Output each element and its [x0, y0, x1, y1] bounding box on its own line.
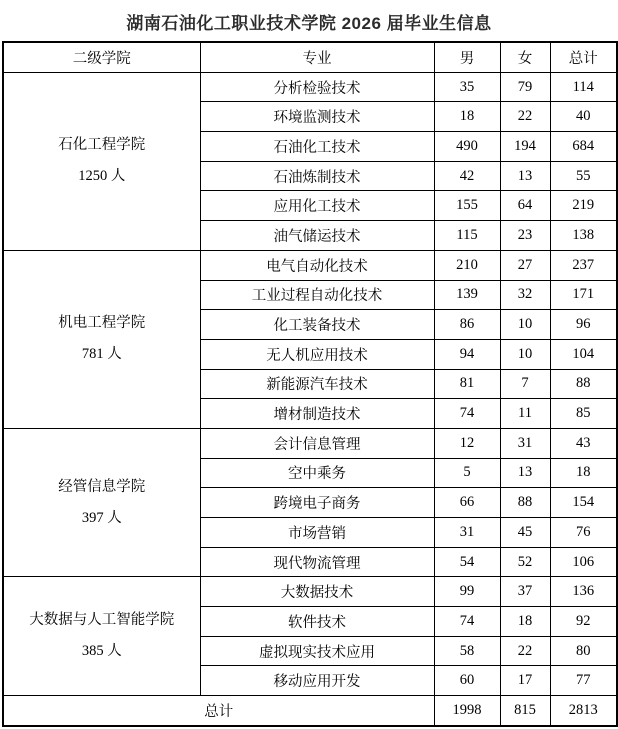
male-cell: 99	[434, 577, 500, 607]
grand-total-total: 2813	[550, 696, 617, 726]
male-cell: 155	[434, 191, 500, 221]
female-cell: 17	[500, 666, 550, 696]
major-cell: 空中乘务	[200, 458, 434, 488]
female-cell: 31	[500, 428, 550, 458]
major-cell: 软件技术	[200, 607, 434, 637]
total-cell: 219	[550, 191, 617, 221]
col-header-male: 男	[434, 42, 500, 72]
major-cell: 会计信息管理	[200, 428, 434, 458]
total-cell: 96	[550, 310, 617, 340]
male-cell: 210	[434, 250, 500, 280]
male-cell: 74	[434, 399, 500, 429]
male-cell: 54	[434, 547, 500, 577]
major-cell: 跨境电子商务	[200, 488, 434, 518]
total-row	[3, 696, 617, 726]
male-cell: 86	[434, 310, 500, 340]
female-cell: 13	[500, 161, 550, 191]
college-cell	[3, 577, 200, 696]
header-row	[3, 42, 617, 72]
total-cell: 104	[550, 339, 617, 369]
major-cell: 应用化工技术	[200, 191, 434, 221]
male-cell: 5	[434, 458, 500, 488]
male-cell: 42	[434, 161, 500, 191]
college-name: 大数据与人工智能学院	[29, 612, 175, 629]
male-cell: 74	[434, 607, 500, 637]
total-cell: 684	[550, 132, 617, 162]
major-cell: 市场营销	[200, 518, 434, 548]
total-cell: 43	[550, 428, 617, 458]
female-cell: 23	[500, 221, 550, 251]
college-cell	[3, 428, 200, 576]
major-cell: 新能源汽车技术	[200, 369, 434, 399]
major-cell: 石油炼制技术	[200, 161, 434, 191]
college-count: 1250 人	[78, 168, 126, 185]
grand-total-male: 1998	[434, 696, 500, 726]
college-name: 经管信息学院	[58, 478, 146, 495]
total-cell: 77	[550, 666, 617, 696]
female-cell: 7	[500, 369, 550, 399]
grand-total-female: 815	[500, 696, 550, 726]
total-cell: 138	[550, 221, 617, 251]
male-cell: 66	[434, 488, 500, 518]
total-cell: 85	[550, 399, 617, 429]
female-cell: 11	[500, 399, 550, 429]
major-cell: 增材制造技术	[200, 399, 434, 429]
total-cell: 88	[550, 369, 617, 399]
female-cell: 18	[500, 607, 550, 637]
table-row	[3, 428, 617, 458]
female-cell: 79	[500, 72, 550, 102]
major-cell: 大数据技术	[200, 577, 434, 607]
female-cell: 22	[500, 636, 550, 666]
total-cell: 106	[550, 547, 617, 577]
major-cell: 移动应用开发	[200, 666, 434, 696]
total-cell: 136	[550, 577, 617, 607]
male-cell: 31	[434, 518, 500, 548]
college-name: 机电工程学院	[58, 315, 146, 332]
major-cell: 油气储运技术	[200, 221, 434, 251]
major-cell: 化工装备技术	[200, 310, 434, 340]
college-cell	[3, 250, 200, 428]
total-cell: 18	[550, 458, 617, 488]
major-cell: 环境监测技术	[200, 102, 434, 132]
female-cell: 22	[500, 102, 550, 132]
male-cell: 35	[434, 72, 500, 102]
male-cell: 115	[434, 221, 500, 251]
female-cell: 64	[500, 191, 550, 221]
male-cell: 81	[434, 369, 500, 399]
total-cell: 40	[550, 102, 617, 132]
male-cell: 490	[434, 132, 500, 162]
female-cell: 45	[500, 518, 550, 548]
male-cell: 60	[434, 666, 500, 696]
male-cell: 94	[434, 339, 500, 369]
table-row	[3, 72, 617, 102]
major-cell: 虚拟现实技术应用	[200, 636, 434, 666]
major-cell: 分析检验技术	[200, 72, 434, 102]
male-cell: 12	[434, 428, 500, 458]
major-cell: 石油化工技术	[200, 132, 434, 162]
male-cell: 139	[434, 280, 500, 310]
female-cell: 32	[500, 280, 550, 310]
total-cell: 76	[550, 518, 617, 548]
female-cell: 52	[500, 547, 550, 577]
college-count: 781 人	[81, 346, 122, 363]
major-cell: 工业过程自动化技术	[200, 280, 434, 310]
total-cell: 171	[550, 280, 617, 310]
male-cell: 58	[434, 636, 500, 666]
col-header-major: 专业	[200, 42, 434, 72]
grand-total-label: 总计	[3, 696, 434, 726]
col-header-total: 总计	[550, 42, 617, 72]
college-name: 石化工程学院	[58, 137, 146, 154]
female-cell: 10	[500, 339, 550, 369]
college-count: 397 人	[81, 509, 122, 526]
college-count: 385 人	[81, 643, 122, 660]
female-cell: 88	[500, 488, 550, 518]
female-cell: 27	[500, 250, 550, 280]
table-row	[3, 577, 617, 607]
male-cell: 18	[434, 102, 500, 132]
college-cell	[3, 72, 200, 250]
graduates-table	[2, 41, 618, 727]
female-cell: 194	[500, 132, 550, 162]
total-cell: 237	[550, 250, 617, 280]
total-cell: 92	[550, 607, 617, 637]
total-cell: 55	[550, 161, 617, 191]
female-cell: 10	[500, 310, 550, 340]
major-cell: 电气自动化技术	[200, 250, 434, 280]
total-cell: 154	[550, 488, 617, 518]
total-cell: 80	[550, 636, 617, 666]
major-cell: 无人机应用技术	[200, 339, 434, 369]
female-cell: 37	[500, 577, 550, 607]
female-cell: 13	[500, 458, 550, 488]
col-header-college: 二级学院	[3, 42, 200, 72]
col-header-female: 女	[500, 42, 550, 72]
major-cell: 现代物流管理	[200, 547, 434, 577]
table-row	[3, 250, 617, 280]
page-title: 湖南石油化工职业技术学院 2026 届毕业生信息	[126, 14, 492, 33]
total-cell: 114	[550, 72, 617, 102]
